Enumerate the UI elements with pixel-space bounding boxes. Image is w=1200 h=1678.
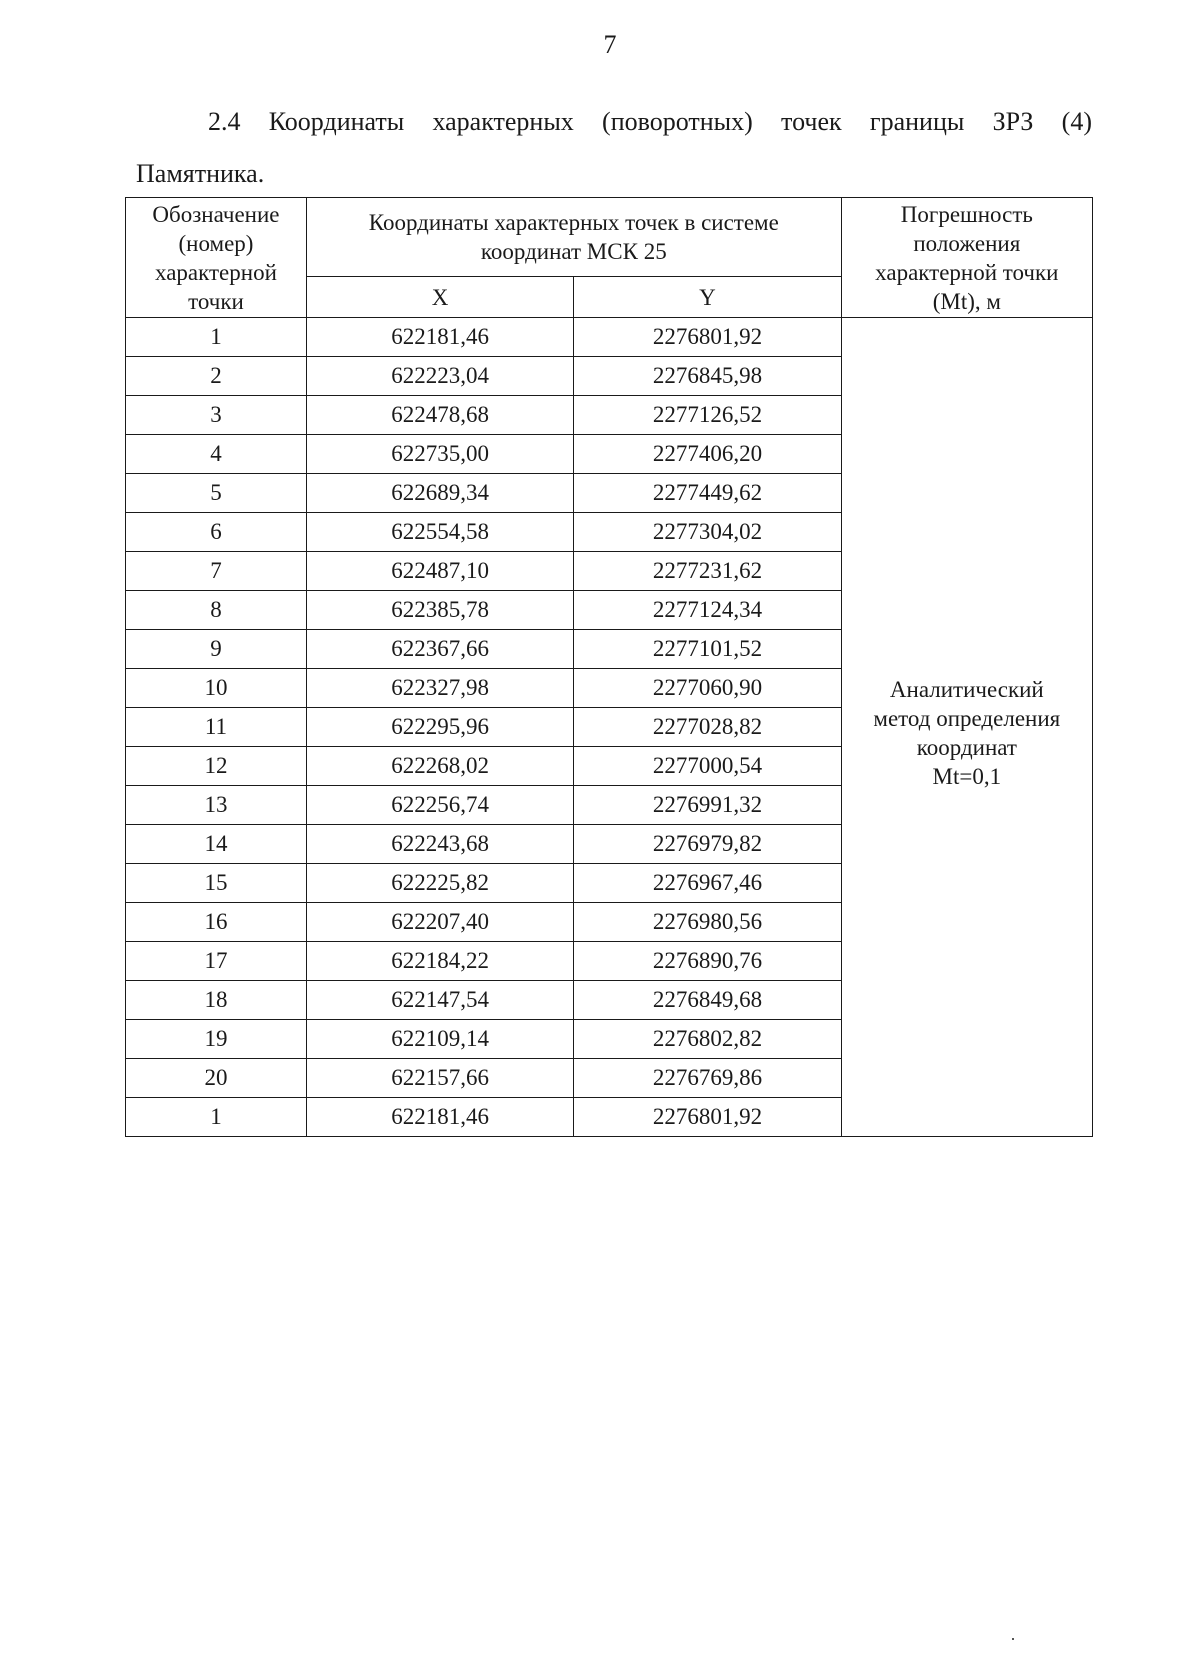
point-number: 11 — [126, 708, 307, 747]
header-coordinates-line: Координаты характерных точек в системе — [368, 210, 779, 235]
coord-y: 2277000,54 — [574, 747, 841, 786]
header-coordinates — [306, 198, 841, 277]
coord-y: 2276991,32 — [574, 786, 841, 825]
coord-y: 2276802,82 — [574, 1020, 841, 1059]
point-number: 1 — [126, 318, 307, 357]
header-point-line: точки — [188, 288, 244, 314]
point-number: 13 — [126, 786, 307, 825]
coord-y: 2277060,90 — [574, 669, 841, 708]
coord-x: 622223,04 — [306, 357, 573, 396]
coord-x: 622268,02 — [306, 747, 573, 786]
coord-y: 2276890,76 — [574, 942, 841, 981]
header-x: X — [306, 277, 573, 318]
point-number: 1 — [126, 1098, 307, 1137]
section-heading: 2.4 Координаты характерных (поворотных) точек границы ЗРЗ (4) — [208, 107, 1092, 136]
point-number: 4 — [126, 435, 307, 474]
error-value-line: Аналитический — [889, 677, 1044, 702]
coord-y: 2277124,34 — [574, 591, 841, 630]
point-number: 10 — [126, 669, 307, 708]
point-number: 6 — [126, 513, 307, 552]
page-number: 7 — [603, 30, 617, 59]
coord-x: 622225,82 — [306, 864, 573, 903]
coord-x: 622181,46 — [306, 1098, 573, 1137]
coord-y: 2277028,82 — [574, 708, 841, 747]
error-value-line: Mt=0,1 — [932, 764, 1002, 789]
point-number: 14 — [126, 825, 307, 864]
coord-y: 2276979,82 — [574, 825, 841, 864]
header-coordinates-line: координат МСК 25 — [480, 239, 667, 264]
error-value — [841, 318, 1092, 1137]
point-number: 18 — [126, 981, 307, 1020]
coord-x: 622689,34 — [306, 474, 573, 513]
point-number: 17 — [126, 942, 307, 981]
table-header — [126, 198, 1093, 318]
coordinates-table — [125, 197, 1093, 1137]
header-point-line: (номер) — [178, 230, 254, 256]
error-value-line: координат — [916, 735, 1017, 760]
table-body — [126, 318, 1093, 1137]
point-number: 2 — [126, 357, 307, 396]
coord-y: 2277126,52 — [574, 396, 841, 435]
point-number: 16 — [126, 903, 307, 942]
coord-x: 622184,22 — [306, 942, 573, 981]
error-value-line: метод определения — [873, 706, 1061, 731]
header-y: Y — [574, 277, 841, 318]
point-number: 3 — [126, 396, 307, 435]
header-error-line: (Mt), м — [932, 288, 1001, 314]
coord-y: 2276769,86 — [574, 1059, 841, 1098]
coord-x: 622256,74 — [306, 786, 573, 825]
header-point-line: характерной — [155, 259, 277, 285]
point-number: 9 — [126, 630, 307, 669]
coord-x: 622385,78 — [306, 591, 573, 630]
coord-x: 622735,00 — [306, 435, 573, 474]
coord-x: 622243,68 — [306, 825, 573, 864]
coord-x: 622207,40 — [306, 903, 573, 942]
point-number: 20 — [126, 1059, 307, 1098]
section-heading-continuation: Памятника. — [136, 159, 265, 188]
coord-x: 622181,46 — [306, 318, 573, 357]
coord-y: 2276980,56 — [574, 903, 841, 942]
coord-x: 622295,96 — [306, 708, 573, 747]
coord-y: 2276845,98 — [574, 357, 841, 396]
coord-x: 622147,54 — [306, 981, 573, 1020]
coord-x: 622327,98 — [306, 669, 573, 708]
header-point-line: Обозначение — [152, 201, 280, 227]
coord-y: 2277406,20 — [574, 435, 841, 474]
coord-x: 622367,66 — [306, 630, 573, 669]
header-error-line: характерной точки — [875, 259, 1059, 285]
coord-x: 622157,66 — [306, 1059, 573, 1098]
coord-y: 2276801,92 — [574, 318, 841, 357]
coord-y: 2277304,02 — [574, 513, 841, 552]
coord-y: 2277101,52 — [574, 630, 841, 669]
coord-x: 622109,14 — [306, 1020, 573, 1059]
header-point-number — [126, 198, 307, 318]
table-row — [126, 318, 1093, 357]
point-number: 19 — [126, 1020, 307, 1059]
point-number: 8 — [126, 591, 307, 630]
point-number: 15 — [126, 864, 307, 903]
point-number: 12 — [126, 747, 307, 786]
coord-x: 622478,68 — [306, 396, 573, 435]
coord-y: 2276849,68 — [574, 981, 841, 1020]
coord-y: 2277231,62 — [574, 552, 841, 591]
point-number: 7 — [126, 552, 307, 591]
coord-x: 622487,10 — [306, 552, 573, 591]
coord-y: 2277449,62 — [574, 474, 841, 513]
scan-speck — [1012, 1638, 1014, 1640]
point-number: 5 — [126, 474, 307, 513]
coord-y: 2276967,46 — [574, 864, 841, 903]
header-error-line: Погрешность — [900, 201, 1033, 227]
header-error — [841, 198, 1092, 318]
coord-x: 622554,58 — [306, 513, 573, 552]
coord-y: 2276801,92 — [574, 1098, 841, 1137]
header-error-line: положения — [913, 230, 1021, 256]
